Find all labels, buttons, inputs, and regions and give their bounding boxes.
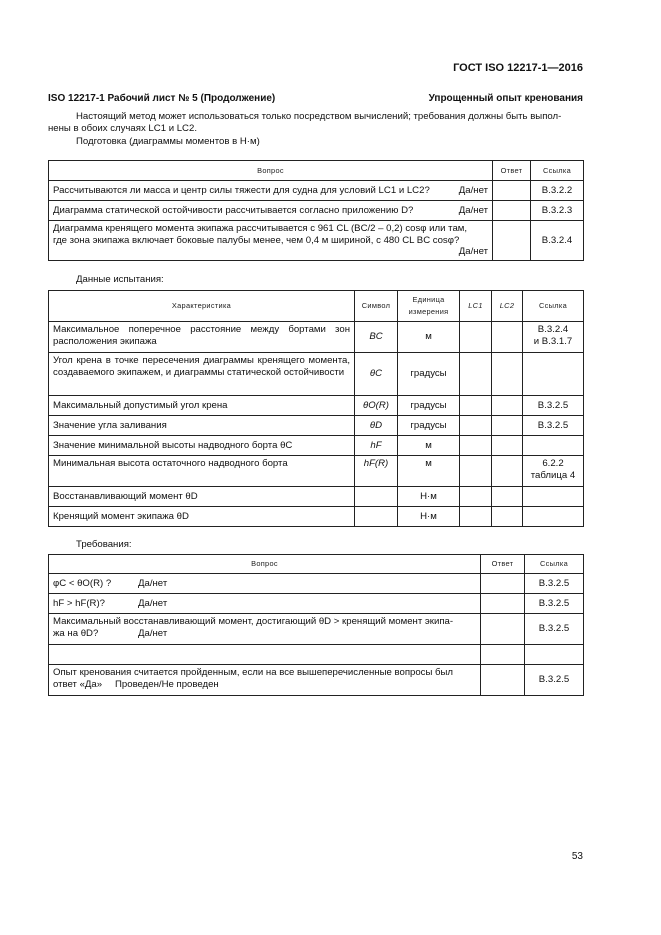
yes-no: Да/нет xyxy=(458,184,488,196)
answer-cell[interactable] xyxy=(481,574,525,594)
ref-cell: B.3.2.5 xyxy=(525,614,584,645)
yes-no: Да/нет xyxy=(138,597,168,609)
header-ref: Ссылка xyxy=(525,555,584,574)
yes-no: Да/нет xyxy=(458,246,488,258)
result-options: Проведен/Не проведен xyxy=(115,678,219,690)
characteristic: Минимальная высота остаточного надводного борта xyxy=(49,456,355,487)
page-number: 53 xyxy=(571,851,583,862)
lc1-cell[interactable] xyxy=(460,416,492,436)
table-row xyxy=(49,436,584,456)
ref-cell: B.3.2.5 xyxy=(525,594,584,614)
table-row xyxy=(49,574,584,594)
header-unit-line-2: измерения xyxy=(408,307,449,316)
test-data-table xyxy=(48,290,584,527)
symbol: θC xyxy=(355,353,398,396)
header-ref: Ссылка xyxy=(523,291,584,322)
condition: hF > hF(R)? xyxy=(53,597,105,609)
characteristic: Максимальное поперечное расстояние между бортами зон расположения экипажа xyxy=(49,322,355,353)
ref: 6.2.2 xyxy=(542,458,564,469)
lc1-cell[interactable] xyxy=(460,353,492,396)
lc2-cell[interactable] xyxy=(492,396,523,416)
lc1-cell[interactable] xyxy=(460,456,492,487)
lc2-cell[interactable] xyxy=(492,456,523,487)
ref-cell xyxy=(525,645,584,665)
header-lc1: LC1 xyxy=(460,291,492,322)
answer-cell[interactable] xyxy=(481,614,525,645)
header-question: Вопрос xyxy=(49,161,493,181)
lc2-cell[interactable] xyxy=(492,436,523,456)
characteristic: Значение угла заливания xyxy=(49,416,355,436)
lc1-cell[interactable] xyxy=(460,487,492,507)
question-line-1: Максимальный восстанавливающий момент, достигающий θD > кренящий момент экипа- xyxy=(53,616,454,627)
question-line-1: Опыт кренования считается пройденным, если на все вышеперечисленные вопросы был xyxy=(53,667,454,678)
answer-cell[interactable] xyxy=(493,181,531,201)
table-row xyxy=(49,396,584,416)
question-line-2: жа на θD? xyxy=(53,627,99,639)
symbol: hF(R) xyxy=(355,456,398,487)
intro-line-3: Подготовка (диаграммы моментов в Н·м) xyxy=(76,135,260,147)
header-characteristic: Характеристика xyxy=(49,291,355,322)
table-row xyxy=(49,645,584,665)
lc1-cell[interactable] xyxy=(460,322,492,353)
ref: B.3.2.5 xyxy=(523,396,584,416)
characteristic: Угол крена в точке пересечения диаграммы кренящего момента, создаваемого экипажем, и диаграммы статической остойчивости xyxy=(49,353,355,396)
preparation-table xyxy=(48,160,584,261)
answer-cell[interactable] xyxy=(481,594,525,614)
header-answer: Ответ xyxy=(481,555,525,574)
unit: Н·м xyxy=(398,507,460,527)
table-row xyxy=(49,322,584,353)
answer-cell[interactable] xyxy=(493,201,531,221)
ref: B.3.2.4 xyxy=(537,324,569,335)
test-data-label: Данные испытания: xyxy=(76,274,164,285)
lc2-cell[interactable] xyxy=(492,353,523,396)
characteristic: Значение минимальной высоты надводного борта θC xyxy=(49,436,355,456)
question-line-2: ответ «Да» xyxy=(53,678,103,690)
document-standard-header: ГОСТ ISO 12217-1—2016 xyxy=(453,62,583,74)
unit: градусы xyxy=(398,353,460,396)
row-question-line-1: Диаграмма кренящего момента экипажа рассчитывается с 961 CL (BC/2 – 0,2) cosφ или там, xyxy=(53,223,468,234)
lc1-cell[interactable] xyxy=(460,436,492,456)
yes-no: Да/нет xyxy=(458,204,488,216)
yes-no: Да/нет xyxy=(138,577,168,589)
unit: м xyxy=(398,322,460,353)
ref-cell: B.3.2.3 xyxy=(531,201,584,221)
test-title: Упрощенный опыт кренования xyxy=(428,93,583,104)
lc2-cell[interactable] xyxy=(492,416,523,436)
lc2-cell[interactable] xyxy=(492,487,523,507)
header-symbol: Символ xyxy=(355,291,398,322)
header-ref: Ссылка xyxy=(531,161,584,181)
ref-line-2: и B.3.1.7 xyxy=(533,335,573,347)
ref: B.3.2.5 xyxy=(523,416,584,436)
row-question-line-2: где зона экипажа включает боковые палубы менее, чем 0,4 м шириной, с 480 CL BC cosφ? xyxy=(53,234,460,246)
table-row xyxy=(49,665,584,696)
yes-no: Да/нет xyxy=(138,627,168,639)
intro-line-2: нены в обоих случаях LC1 и LC2. xyxy=(48,123,197,135)
ref xyxy=(523,507,584,527)
symbol xyxy=(355,507,398,527)
header-answer: Ответ xyxy=(493,161,531,181)
symbol xyxy=(355,487,398,507)
unit: градусы xyxy=(398,416,460,436)
symbol: θO(R) xyxy=(355,396,398,416)
table-row xyxy=(49,201,584,221)
table-row xyxy=(49,507,584,527)
characteristic: Максимальный допустимый угол крена xyxy=(49,396,355,416)
table-row xyxy=(49,181,584,201)
ref xyxy=(523,436,584,456)
table-row xyxy=(49,416,584,436)
row-question: Рассчитываются ли масса и центр силы тяжести для судна для условий LC1 и LC2? xyxy=(53,184,430,196)
table-row xyxy=(49,221,584,261)
ref-line-2: таблица 4 xyxy=(530,469,576,481)
lc2-cell[interactable] xyxy=(492,507,523,527)
condition: φC < θO(R) ? xyxy=(53,577,112,589)
unit: м xyxy=(398,456,460,487)
intro-line-1: Настоящий метод может использоваться только посредством вычислений; требования должны быть выпол- xyxy=(76,111,562,122)
requirements-table xyxy=(48,554,584,696)
answer-cell[interactable] xyxy=(481,665,525,696)
header-unit-line-1: Единица xyxy=(412,295,445,305)
symbol: BC xyxy=(355,322,398,353)
symbol: hF xyxy=(355,436,398,456)
lc2-cell[interactable] xyxy=(492,322,523,353)
ref-cell: B.3.2.2 xyxy=(531,181,584,201)
ref xyxy=(523,487,584,507)
ref-cell: B.3.2.5 xyxy=(525,574,584,594)
header-lc2: LC2 xyxy=(492,291,523,322)
table-row xyxy=(49,614,584,645)
ref-cell: B.3.2.5 xyxy=(525,665,584,696)
characteristic: Кренящий момент экипажа θD xyxy=(49,507,355,527)
lc1-cell[interactable] xyxy=(460,396,492,416)
requirements-label: Требования: xyxy=(76,539,132,550)
row-question: Диаграмма статической остойчивости рассчитывается согласно приложению D? xyxy=(53,204,414,216)
answer-cell[interactable] xyxy=(481,645,525,665)
header-question: Вопрос xyxy=(49,555,481,574)
answer-cell[interactable] xyxy=(493,221,531,261)
lc1-cell[interactable] xyxy=(460,507,492,527)
unit: градусы xyxy=(398,396,460,416)
table-row xyxy=(49,487,584,507)
table-row xyxy=(49,456,584,487)
table-row xyxy=(49,594,584,614)
empty-cell xyxy=(49,645,481,665)
ref-cell: B.3.2.4 xyxy=(531,221,584,261)
unit: м xyxy=(398,436,460,456)
unit: Н·м xyxy=(398,487,460,507)
worksheet-title: ISO 12217-1 Рабочий лист № 5 (Продолжение) xyxy=(48,93,276,104)
table-row xyxy=(49,353,584,396)
characteristic: Восстанавливающий момент θD xyxy=(49,487,355,507)
intro-paragraph xyxy=(48,111,583,148)
header-unit xyxy=(398,291,460,322)
symbol: θD xyxy=(355,416,398,436)
